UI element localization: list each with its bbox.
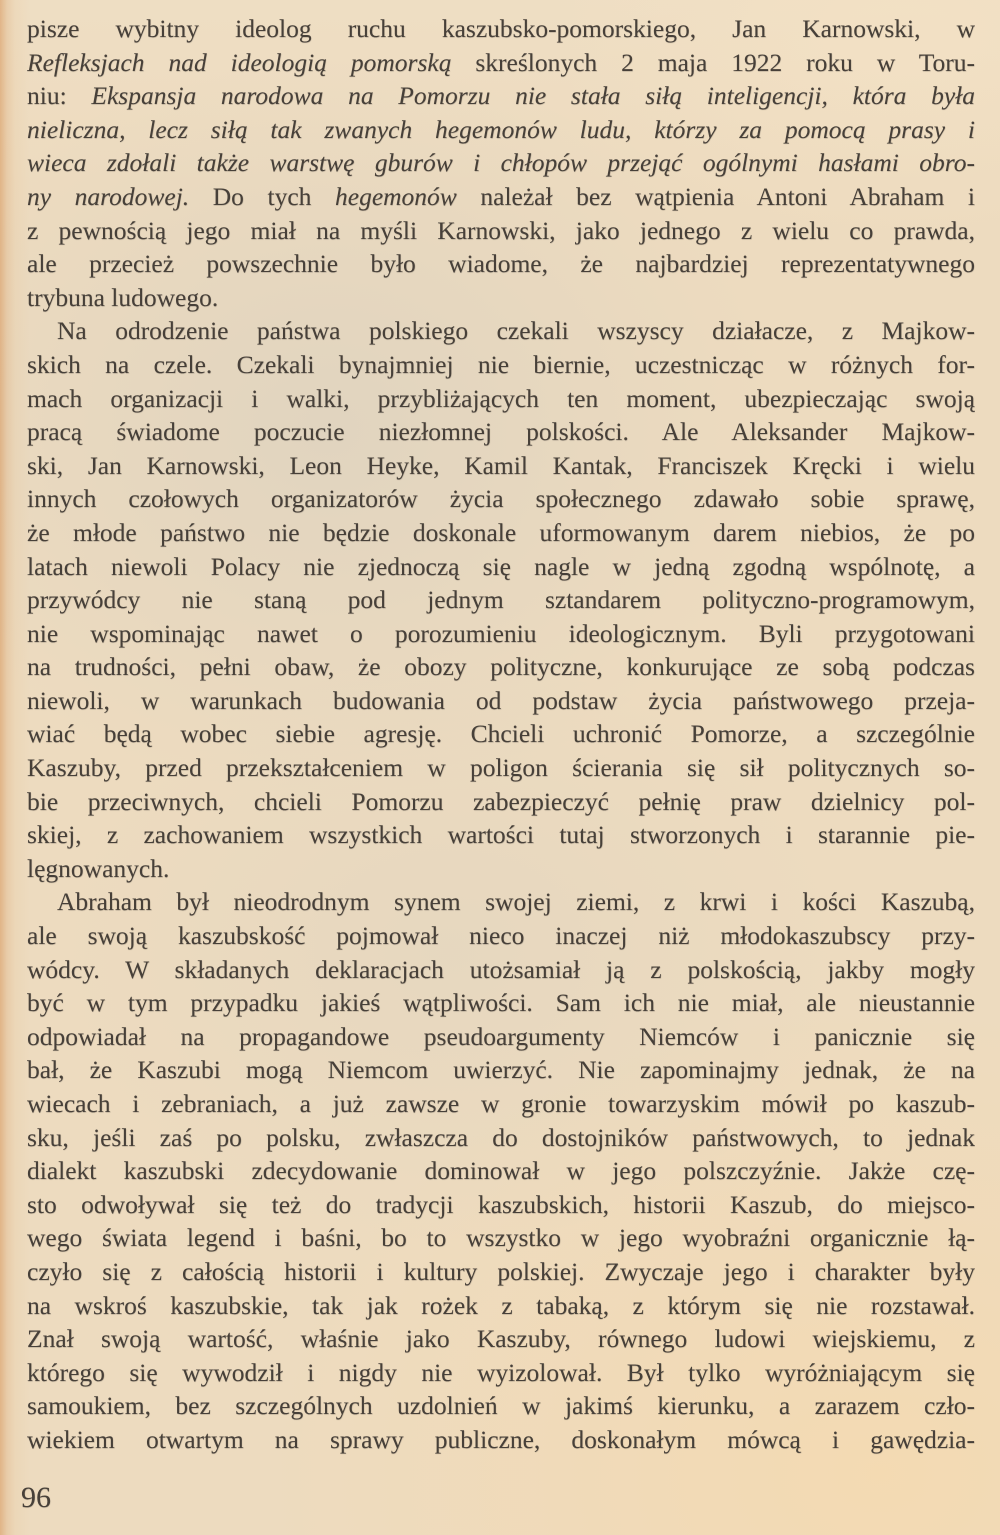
text-segment: skich na czele. Czekali bynajmniej nie biernie, uczestnicząc w różnych for-	[27, 349, 975, 379]
text-line	[27, 1289, 975, 1323]
text-line	[27, 684, 975, 718]
italic-text-segment: wieca zdołali także warstwę gburów i chłopów przejąć ogólnymi hasłami obro-	[27, 148, 975, 178]
text-line	[27, 247, 975, 281]
text-line	[27, 953, 975, 987]
text-line	[27, 583, 975, 617]
text-line	[27, 1356, 975, 1390]
text-segment: być w tym przypadku jakieś wątpliwości. Sam ich nie miał, ale nieustannie	[27, 988, 975, 1018]
text-segment: pracą świadome poczucie niezłomnej polskości. Ale Aleksander Majkow-	[27, 417, 975, 447]
italic-text-segment: Ekspansja narodowa na Pomorzu nie stała siłą inteligencji, która była	[91, 81, 975, 111]
text-line	[27, 113, 975, 147]
text-segment: niewoli, w warunkach budowania od podstaw życia państwowego przeja-	[27, 685, 975, 715]
text-segment: lęgnowanych.	[27, 853, 170, 883]
text-segment: należał bez wątpienia Antoni Abraham i	[456, 181, 975, 211]
text-segment: skiej, z zachowaniem wszystkich wartości tutaj stworzonych i starannie pie-	[27, 820, 975, 850]
text-line	[27, 1221, 975, 1255]
text-line	[27, 1020, 975, 1054]
text-line	[27, 449, 975, 483]
text-segment: Abraham był nieodrodnym synem swojej ziemi, z krwi i kości Kaszubą,	[57, 887, 975, 917]
text-line	[27, 919, 975, 953]
text-line	[27, 852, 975, 886]
text-segment: Do tych	[189, 181, 335, 211]
text-segment: ale przecież powszechnie było wiadome, że najbardziej reprezentatywnego	[27, 249, 975, 279]
text-line	[27, 550, 975, 584]
text-line	[27, 1322, 975, 1356]
text-segment: wiać będą wobec siebie agresję. Chcieli uchronić Pomorze, a szczególnie	[27, 719, 975, 749]
text-line	[27, 348, 975, 382]
text-line	[27, 885, 975, 919]
text-line	[27, 516, 975, 550]
text-segment: Na odrodzenie państwa polskiego czekali wszyscy działacze, z Majkow-	[57, 316, 975, 346]
body-text	[27, 12, 975, 1457]
text-line	[27, 1423, 975, 1457]
text-segment: z pewnością jego miał na myśli Karnowski, jako jednego z wielu co prawda,	[27, 215, 975, 245]
text-line	[27, 281, 975, 315]
text-line	[27, 818, 975, 852]
text-line	[27, 1053, 975, 1087]
text-segment: trybuna ludowego.	[27, 282, 219, 312]
text-line	[27, 46, 975, 80]
text-segment: latach niewoli Polacy nie zjednoczą się nagle w jedną zgodną wspólnotę, a	[27, 551, 975, 581]
page-number: 96	[21, 1481, 51, 1514]
text-segment: wego świata legend i baśni, bo to wszystko w jego wyobraźni organicznie łą-	[27, 1223, 975, 1253]
text-line	[27, 986, 975, 1020]
text-segment: skreślonych 2 maja 1922 roku w Toru-	[451, 47, 975, 77]
text-segment: ski, Jan Karnowski, Leon Heyke, Kamil Kantak, Franciszek Kręcki i wielu	[27, 450, 975, 480]
text-segment: samoukiem, bez szczególnych uzdolnień w jakimś kierunku, a zarazem czło-	[27, 1391, 975, 1421]
text-line	[27, 146, 975, 180]
text-segment: wiekiem otwartym na sprawy publiczne, doskonałym mówcą i gawędzia-	[27, 1424, 975, 1454]
text-segment: niu:	[27, 81, 92, 111]
text-line	[27, 214, 975, 248]
text-line	[27, 1087, 975, 1121]
text-line	[27, 1188, 975, 1222]
text-line	[27, 79, 975, 113]
text-line	[27, 617, 975, 651]
text-line	[27, 482, 975, 516]
text-segment: na wskroś kaszubskie, tak jak rożek z tabaką, z którym się nie rozstawał.	[27, 1290, 975, 1320]
italic-text-segment: nieliczna, lecz siłą tak zwanych hegemonów ludu, którzy za pomocą prasy i	[27, 114, 975, 144]
text-segment: sku, jeśli zaś po polsku, zwłaszcza do dostojników państwowych, to jednak	[27, 1122, 975, 1152]
text-segment: na trudności, pełni obaw, że obozy polityczne, konkurujące ze sobą podczas	[27, 652, 975, 682]
text-line	[27, 1121, 975, 1155]
text-segment: odpowiadał na propagandowe pseudoargumenty Niemców i panicznie się	[27, 1021, 975, 1051]
text-segment: Znał swoją wartość, właśnie jako Kaszuby, równego ludowi wiejskiemu, z	[27, 1324, 975, 1354]
text-line	[27, 1154, 975, 1188]
italic-text-segment: hegemonów	[335, 181, 457, 211]
text-segment: nie wspominając nawet o porozumieniu ideologicznym. Byli przygotowani	[27, 618, 975, 648]
text-segment: bał, że Kaszubi mogą Niemcom uwierzyć. Nie zapominajmy jednak, że na	[27, 1055, 975, 1085]
text-segment: sto odwoływał się też do tradycji kaszubskich, historii Kaszub, do miejsco-	[27, 1189, 975, 1219]
text-line	[27, 650, 975, 684]
text-segment: pisze wybitny ideolog ruchu kaszubsko-pomorskiego, Jan Karnowski, w	[27, 14, 975, 43]
text-line	[27, 717, 975, 751]
text-segment: którego się wywodził i nigdy nie wyizolował. Był tylko wyróżniającym się	[27, 1357, 975, 1387]
text-segment: wiecach i zebraniach, a już zawsze w gronie towarzyskim mówił po kaszub-	[27, 1089, 975, 1118]
text-segment: wódcy. W składanych deklaracjach utożsamiał ją z polskością, jakby mogły	[27, 954, 975, 984]
text-segment: czyło się z całością historii i kultury polskiej. Zwyczaje jego i charakter były	[27, 1256, 975, 1286]
text-line	[27, 751, 975, 785]
text-segment: bie przeciwnych, chcieli Pomorzu zabezpieczyć pełnię praw dzielnicy pol-	[27, 786, 975, 816]
text-line	[27, 785, 975, 819]
text-segment: innych czołowych organizatorów życia społecznego zdawało sobie sprawę,	[27, 484, 975, 514]
italic-text-segment: Refleksjach nad ideologią pomorską	[27, 47, 452, 77]
text-line	[27, 1389, 975, 1423]
text-segment: że młode państwo nie będzie doskonale uformowanym darem niebios, że po	[27, 517, 975, 547]
text-segment: ale swoją kaszubskość pojmował nieco inaczej niż młodokaszubscy przy-	[27, 921, 975, 951]
italic-text-segment: ny narodowej.	[27, 181, 190, 211]
text-segment: dialekt kaszubski zdecydowanie dominował w jego polszczyźnie. Jakże czę-	[27, 1156, 975, 1186]
text-line	[27, 12, 975, 46]
text-line	[27, 382, 975, 416]
text-line	[27, 1255, 975, 1289]
text-segment: przywódcy nie staną pod jednym sztandarem polityczno-programowym,	[27, 585, 975, 615]
text-segment: mach organizacji i walki, przybliżających ten moment, ubezpieczając swoją	[27, 383, 975, 413]
text-line	[27, 180, 975, 214]
text-line	[27, 314, 975, 348]
text-line	[27, 415, 975, 449]
text-segment: Kaszuby, przed przekształceniem w poligon ścierania się sił politycznych so-	[27, 753, 975, 783]
